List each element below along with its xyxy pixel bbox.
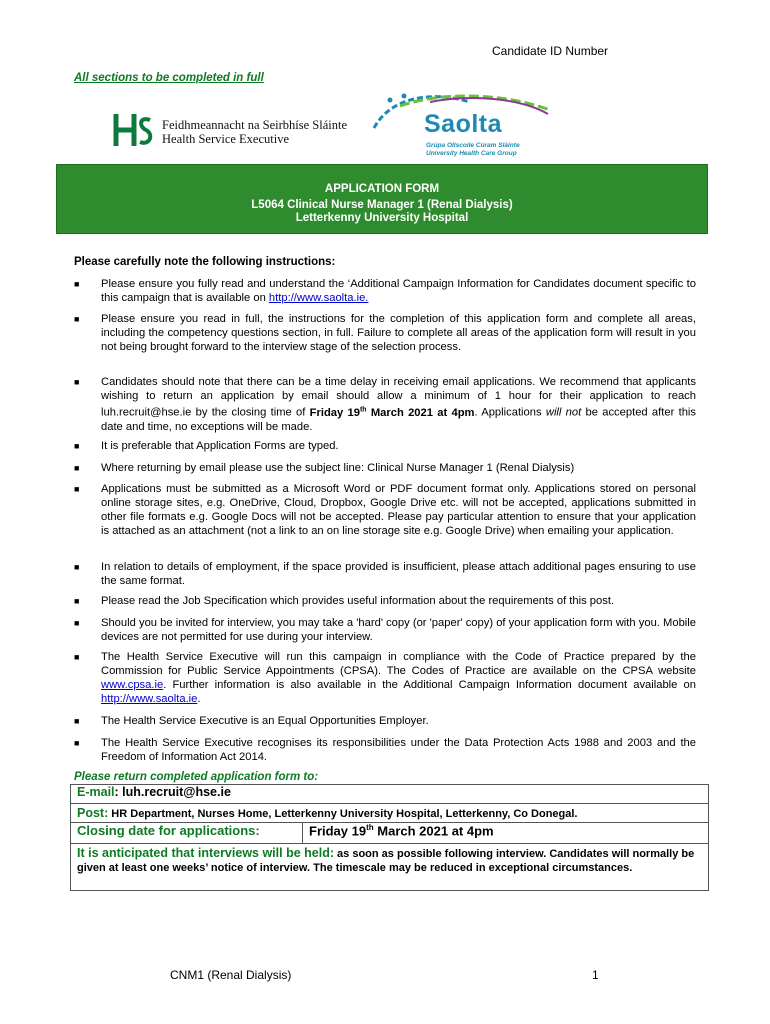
instruction-item: ■ Please read the Job Specification which provides useful information about the requirements of this post. xyxy=(74,595,615,607)
bullet-icon: ■ xyxy=(74,484,80,494)
application-banner xyxy=(56,164,708,234)
instruction-item: ■ Please ensure you fully read and understand the ‘Additional Campaign Information for Candidates document specific to this campaign that is available on http://www.saolta.ie. xyxy=(74,278,696,304)
bullet-icon: ■ xyxy=(74,314,80,324)
bullet-icon: ■ xyxy=(74,596,80,606)
post-row xyxy=(71,804,709,823)
hse-logo-mark xyxy=(110,110,158,152)
bullet-icon: ■ xyxy=(74,562,80,572)
saolta-link[interactable]: http://www.saolta.ie xyxy=(101,693,198,705)
instruction-item: ■ Please ensure you read in full, the instructions for the completion of this application form and complete all areas, including the competency questions section, in full. Failure to complete all areas of the application form will result in you not being brought forward to the interview stage of the selection process. xyxy=(74,313,696,353)
candidate-id-label: Candidate ID Number xyxy=(492,44,609,58)
closing-value: Friday 19th March 2021 at 4pm xyxy=(303,823,709,844)
email-cell xyxy=(71,785,709,804)
bullet-icon: ■ xyxy=(74,738,80,748)
hse-logo-english: Health Service Executive xyxy=(162,132,290,146)
saolta-link[interactable]: http://www.saolta.ie. xyxy=(268,292,369,304)
post-cell xyxy=(71,804,709,823)
bullet-icon: ■ xyxy=(74,652,80,662)
interview-cell xyxy=(71,844,709,891)
banner-title: APPLICATION FORM xyxy=(324,183,440,195)
contact-table xyxy=(70,784,709,891)
interview-row xyxy=(71,844,709,891)
email-row xyxy=(71,785,709,804)
bullet-icon: ■ xyxy=(74,716,80,726)
saolta-wordmark: Saolta xyxy=(424,110,503,138)
return-heading: Please return completed application form to: xyxy=(74,771,319,783)
all-sections-note: All sections to be completed in full xyxy=(74,72,264,84)
instruction-item: ■ In relation to details of employment, if the space provided is insufficient, please attach additional pages ensuring to use the same format. xyxy=(74,561,696,587)
banner-job: L5064 Clinical Nurse Manager 1 (Renal Dialysis) xyxy=(251,199,513,211)
saolta-sub-english: University Health Care Group xyxy=(426,150,517,157)
instruction-item: ■ The Health Service Executive is an Equal Opportunities Employer. xyxy=(74,715,429,727)
instruction-item: ■ Candidates should note that there can be a time delay in receiving email applications. We recommend that applicants wishing to return an application by email should allow a minimum of 1 hour for their application to reach luh.recruit@hse.ie by the closing time of Friday 19th March 2021 at 4pm. Applications will not be accepted after this date and time, no exceptions will be made. xyxy=(74,376,696,433)
hse-logo-irish: Feidhmeannacht na Seirbhíse Sláinte xyxy=(162,118,348,132)
email-value: : luh.recruit@hse.ie xyxy=(114,785,231,799)
footer-title: CNM1 (Renal Dialysis) xyxy=(170,968,292,982)
interview-label: It is anticipated that interviews will be held: xyxy=(77,846,334,860)
bullet-icon: ■ xyxy=(74,377,80,387)
hse-logo xyxy=(110,110,348,152)
instruction-item: ■ Where returning by email please use the subject line: Clinical Nurse Manager 1 (Renal Dialysis) xyxy=(74,462,575,474)
saolta-sub-irish: Grúpa Ollscoile Cúram Sláinte xyxy=(426,142,520,149)
post-value: HR Department, Nurses Home, Letterkenny University Hospital, Letterkenny, Co Donegal. xyxy=(108,808,578,820)
closing-row xyxy=(71,823,709,844)
page-number: 1 xyxy=(592,968,599,982)
saolta-logo xyxy=(370,88,570,160)
instruction-item: ■ It is preferable that Application Forms are typed. xyxy=(74,440,339,452)
banner-hospital: Letterkenny University Hospital xyxy=(295,212,469,224)
interview-text: as soon as possible following interview. Candidates will normally be given at least one weeks’ notice of interview. The timescale may be reduced in exceptional circumstances. xyxy=(77,848,695,874)
bullet-icon: ■ xyxy=(74,279,80,289)
instruction-item: ■ Should you be invited for interview, you may take a 'hard' copy (or 'paper' copy) of your application form with you. Mobile devices are not permitted for use during your interview. xyxy=(74,617,696,643)
post-label: Post: xyxy=(77,806,109,820)
instruction-item: ■ The Health Service Executive recognises its responsibilities under the Data Protection Acts 1988 and 2003 and the Freedom of Information Act 2014. xyxy=(74,737,696,763)
cpsa-link[interactable]: www.cpsa.ie xyxy=(101,679,164,691)
closing-label: Closing date for applications: xyxy=(71,823,303,844)
email-label: E-mail xyxy=(77,785,115,799)
instructions-heading: Please carefully note the following instructions: xyxy=(74,256,336,268)
bullet-icon: ■ xyxy=(74,441,80,451)
bullet-icon: ■ xyxy=(74,463,80,473)
bullet-icon: ■ xyxy=(74,618,80,628)
instruction-item: ■ Applications must be submitted as a Microsoft Word or PDF document format only. Applications stored on personal online storage sites, e.g. OneDrive, Cloud, Dropbox, Google Drive etc. will not be accepted, applications submitted in other file formats e.g. Google Docs will not be accepted. Please pay particular attention to ensure that your application is attached as an attachment (not a link to an on line storage site e.g. Google Drive) when emailing your application. xyxy=(74,483,696,537)
instruction-item: ■ The Health Service Executive will run this campaign in compliance with the Code of Practice prepared by the Commission for Public Service Appointments (CPSA). The Codes of Practice are available on the CPSA website www.cpsa.ie. Further information is also available in the Additional Campaign Information document available on http://www.saolta.ie. xyxy=(74,651,696,705)
